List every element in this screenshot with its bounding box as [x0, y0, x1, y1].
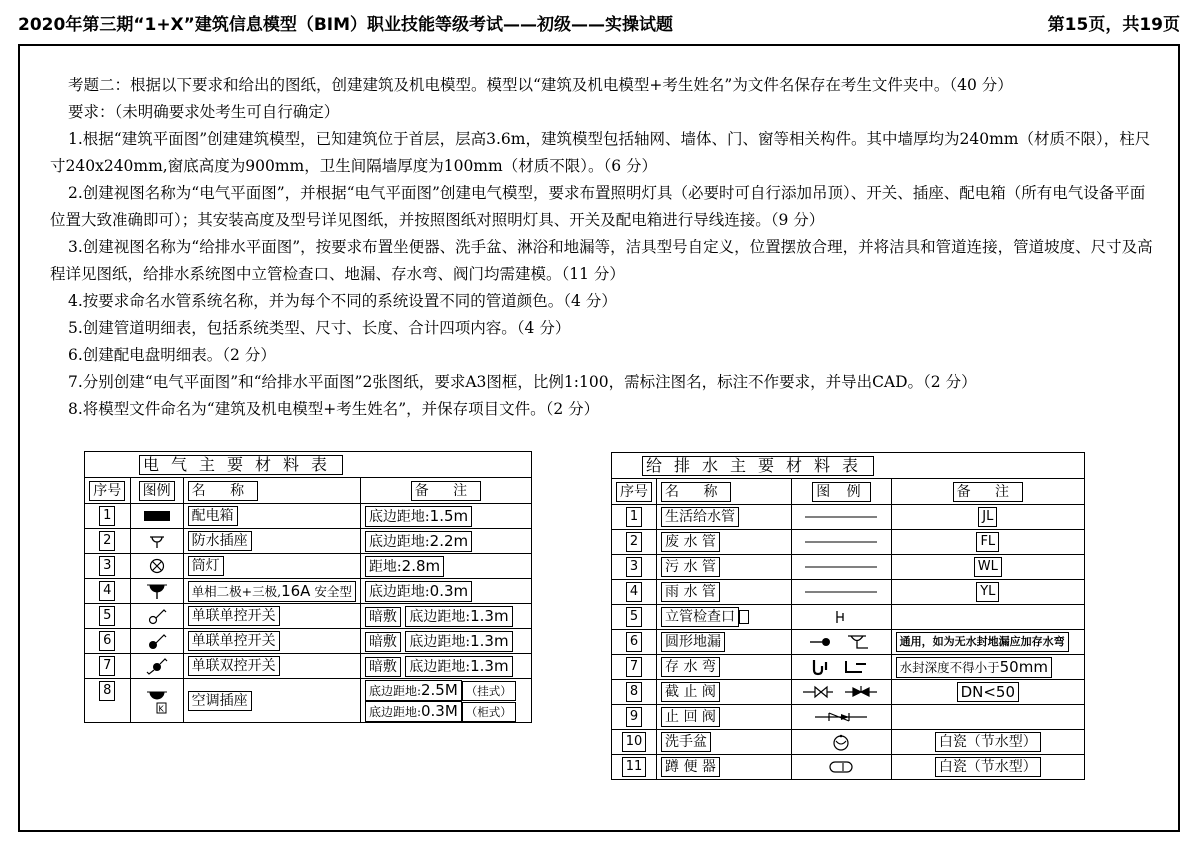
question-item-2: 2.创建视图名称为“电气平面图”，并根据“电气平面图”创建电气模型，要求布置照明灯具（必要时可自行添加吊顶）、开关、插座、配电箱（所有电气设备平面位置大致准确即可）；其安装高度及型号详见图纸，并按照图纸对照明灯具、开关及配电箱进行导线连接。（9 分）: [50, 184, 1146, 229]
question-item-6: 6.创建配电盘明细表。（2 分）: [68, 346, 276, 364]
elec-header-name: 名 称: [188, 481, 258, 501]
question-item-3: 3.创建视图名称为“给排水平面图”，按要求布置坐便器、洗手盆、淋浴和地漏等，洁具型号自定义，位置摆放合理，并将洁具和管道连接，管道坡度、尺寸及高程详见图纸，给排水系统图中立管检查口、地漏、存水弯、阀门均需建模。（11 分）: [50, 238, 1153, 283]
pipe-line-icon: [801, 539, 881, 545]
distribution-box-icon: [142, 509, 172, 523]
check-valve-icon: [811, 710, 871, 724]
plumb-header-no: 序号: [616, 482, 652, 502]
waterproof-socket-icon: [147, 533, 167, 549]
table-row: 2 废 水 管 FL: [612, 530, 1085, 555]
question-text: [50, 72, 1160, 423]
ac-socket-icon: [145, 686, 169, 716]
table-row: 1 配电箱 底边距地:1.5m: [85, 504, 532, 529]
question-item-8: 8.将模型文件命名为“建筑及机电模型+考生姓名”，并保存项目文件。（2 分）: [68, 400, 600, 418]
trap-icon: [806, 658, 876, 676]
question-requirement: 要求：（未明确要求处考生可自行确定）: [68, 103, 340, 121]
pipe-line-icon: [801, 514, 881, 520]
table-row: 8 K 空调插座 底边距地:2.5M （挂式） 底边距地:0.3M （柜式）: [85, 679, 532, 723]
electrical-materials-table: [84, 451, 532, 723]
table-row: 6 单联单控开关 暗敷 底边距地:1.3m: [85, 629, 532, 654]
downlight-icon: [148, 557, 166, 575]
table-row: 1 生活给水管 JL: [612, 505, 1085, 530]
plumb-header-name: 名 称: [661, 482, 731, 502]
inspection-port-icon: [831, 609, 851, 625]
washbasin-icon: [831, 733, 851, 751]
elec-header-no: 序号: [89, 481, 125, 501]
table-row: 5 立管检查口: [612, 605, 1085, 630]
table-row: 2 防水插座 底边距地:2.2m: [85, 529, 532, 554]
plumbing-materials-table: [611, 452, 1085, 780]
table-row: 3 污 水 管 WL: [612, 555, 1085, 580]
page-header: [18, 8, 1180, 36]
switch-filled-icon: [146, 632, 168, 650]
table-row: 5 单联单控开关 暗敷 底边距地:1.3m: [85, 604, 532, 629]
page-number: 第15页，共19页: [1047, 14, 1180, 35]
question-intro: 考题二：根据以下要求和给出的图纸，创建建筑及机电模型。模型以“建筑及机电模型+考生姓名”为文件名保存在考生文件夹中。（40 分）: [68, 76, 1013, 94]
table-row: 6 圆形地漏 通用，如为无水封地漏应加存水弯: [612, 630, 1085, 655]
table-row: 8 截 止 阀 DN<50: [612, 680, 1085, 705]
exam-title: 2020年第三期“1+X”建筑信息模型（BIM）职业技能等级考试——初级——实操试题: [18, 14, 674, 35]
svg-text:K: K: [158, 704, 164, 713]
question-item-5: 5.创建管道明细表，包括系统类型、尺寸、长度、合计四项内容。（4 分）: [68, 319, 571, 337]
stop-valve-icon: [801, 684, 881, 700]
question-item-4: 4.按要求命名水管系统名称，并为每个不同的系统设置不同的管道颜色。（4 分）: [68, 292, 617, 310]
double-switch-icon: [146, 657, 168, 675]
table-row: 10 洗手盆 白瓷（节水型）: [612, 730, 1085, 755]
plumb-table-title: 给排水主要材料表: [642, 456, 874, 476]
question-item-1: 1.根据“建筑平面图”创建建筑模型，已知建筑位于首层，层高3.6m，建筑模型包括轴网、墙体、门、窗等相关构件。其中墙厚均为240mm（材质不限），柱尺寸240x240mm,窗底高度为900mm，卫生间隔墙厚度为100mm（材质不限）。（6 分）: [50, 130, 1151, 175]
elec-table-title: 电气主要材料表: [139, 455, 343, 475]
elec-header-note: 备 注: [411, 481, 481, 501]
pipe-line-icon: [801, 589, 881, 595]
question-item-7: 7.分别创建“电气平面图”和“给排水平面图”2张图纸，要求A3图框，比例1:100，需标注图名，标注不作要求，并导出CAD。（2 分）: [68, 373, 977, 391]
plumb-header-icon: 图 例: [812, 482, 870, 502]
table-row: 9 止 回 阀: [612, 705, 1085, 730]
switch-icon: [146, 607, 168, 625]
table-row: 11 蹲 便 器 白瓷（节水型）: [612, 755, 1085, 780]
floor-drain-icon: [806, 633, 876, 651]
plumb-header-note: 备 注: [953, 482, 1023, 502]
pipe-line-icon: [801, 564, 881, 570]
table-row: 7 存 水 弯 水封深度不得小于50mm: [612, 655, 1085, 680]
table-row: 3 筒灯 距地:2.8m: [85, 554, 532, 579]
elec-header-icon: 图例: [139, 481, 175, 501]
table-row: 4 雨 水 管 YL: [612, 580, 1085, 605]
table-row: 4 单相二极+三极,16A 安全型 底边距地:0.3m: [85, 579, 532, 604]
socket-icon: [145, 582, 169, 600]
table-row: 7 单联双控开关 暗敷 底边距地:1.3m: [85, 654, 532, 679]
squat-toilet-icon: [828, 760, 854, 774]
